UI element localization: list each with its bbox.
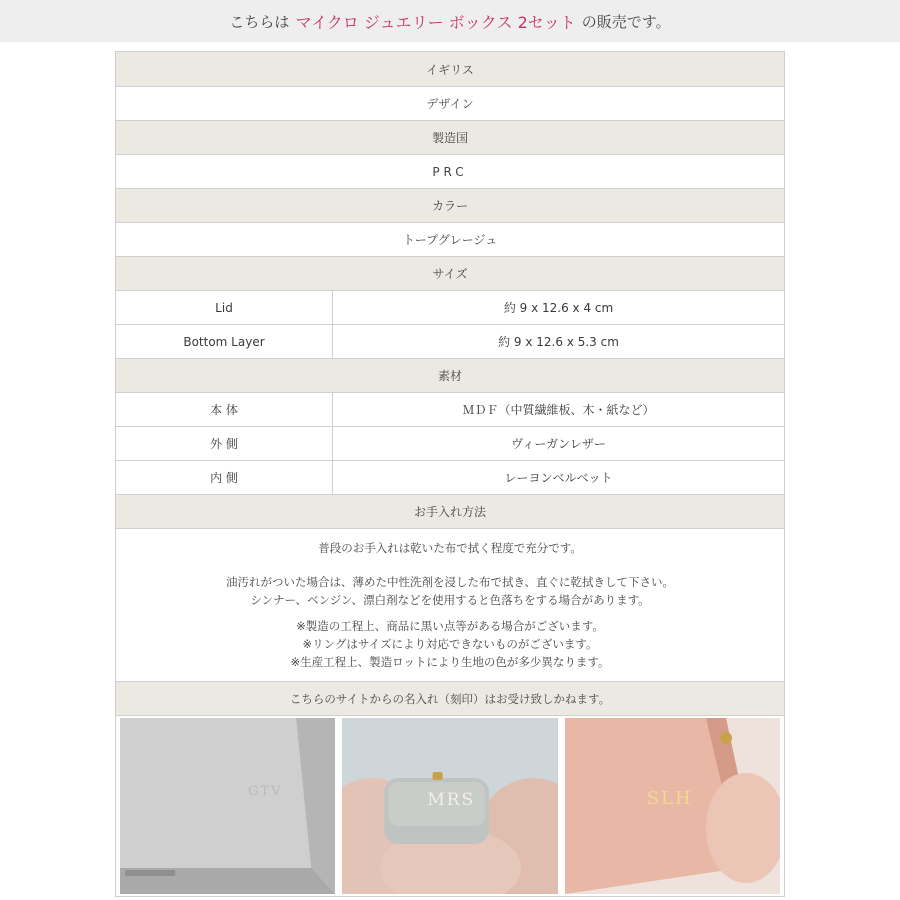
color-header: カラー: [116, 188, 784, 222]
material-row-body: [116, 392, 784, 426]
material-header: 素材: [116, 358, 784, 392]
monogram-text: MRS: [427, 790, 476, 810]
care-note: ※生産工程上、製造ロットにより生地の色が多少異なります。: [290, 655, 610, 669]
size-value: 約 9 x 12.6 x 4 cm: [503, 301, 614, 315]
material-label: 外 側: [116, 427, 333, 460]
monogram-text: GTV: [248, 784, 283, 799]
size-header: サイズ: [116, 256, 784, 290]
material-label: 内 側: [116, 461, 333, 494]
color-value: トープグレージュ: [116, 222, 784, 256]
design-value: デザイン: [116, 86, 784, 120]
size-row-lid: [116, 290, 784, 324]
size-label: Lid: [116, 291, 333, 324]
material-row-inner: [116, 460, 784, 494]
care-header: お手入れ方法: [116, 494, 784, 528]
design-header: イギリス: [116, 52, 784, 86]
banner-suffix: の販売です。: [581, 12, 671, 31]
product-photo-hands-case: [342, 718, 557, 894]
banner-product-name: マイクロ ジュエリー ボックス 2セット: [295, 12, 576, 32]
material-value: ＭＤＦ（中質繊維板、木・紙など）: [462, 403, 655, 417]
care-line: シンナー、ベンジン、漂白剤などを使用すると色落ちをする場合があります。: [250, 593, 650, 607]
care-note: ※製造の工程上、商品に黒い点等がある場合がございます。: [296, 619, 604, 633]
material-row-outer: [116, 426, 784, 460]
material-label: 本 体: [116, 393, 333, 426]
engraving-notice: こちらのサイトからの名入れ（刻印）はお受け致しかねます。: [116, 681, 784, 715]
product-photo-grey-box: [120, 718, 335, 894]
material-value: レーヨンベルベット: [504, 471, 613, 485]
spec-table: [115, 51, 785, 897]
material-value: ヴィーガンレザー: [511, 437, 606, 451]
page-banner: [0, 0, 900, 42]
care-line: 普段のお手入れは乾いた布で拭く程度で充分です。: [318, 541, 582, 555]
product-photos: [116, 715, 784, 896]
origin-value: PRC: [116, 154, 784, 188]
product-photo-pink-case: [565, 718, 780, 894]
monogram-text: SLH: [646, 788, 693, 809]
size-row-bottom: [116, 324, 784, 358]
care-instructions: [116, 528, 784, 681]
origin-header: 製造国: [116, 120, 784, 154]
size-label: Bottom Layer: [116, 325, 333, 358]
banner-prefix: こちらは: [229, 12, 290, 31]
care-line: 油汚れがついた場合は、薄めた中性洗剤を浸した布で拭き、直ぐに乾拭きして下さい。: [225, 575, 675, 589]
size-value: 約 9 x 12.6 x 5.3 cm: [498, 335, 619, 349]
care-note: ※リングはサイズにより対応できないものがございます。: [302, 637, 598, 651]
